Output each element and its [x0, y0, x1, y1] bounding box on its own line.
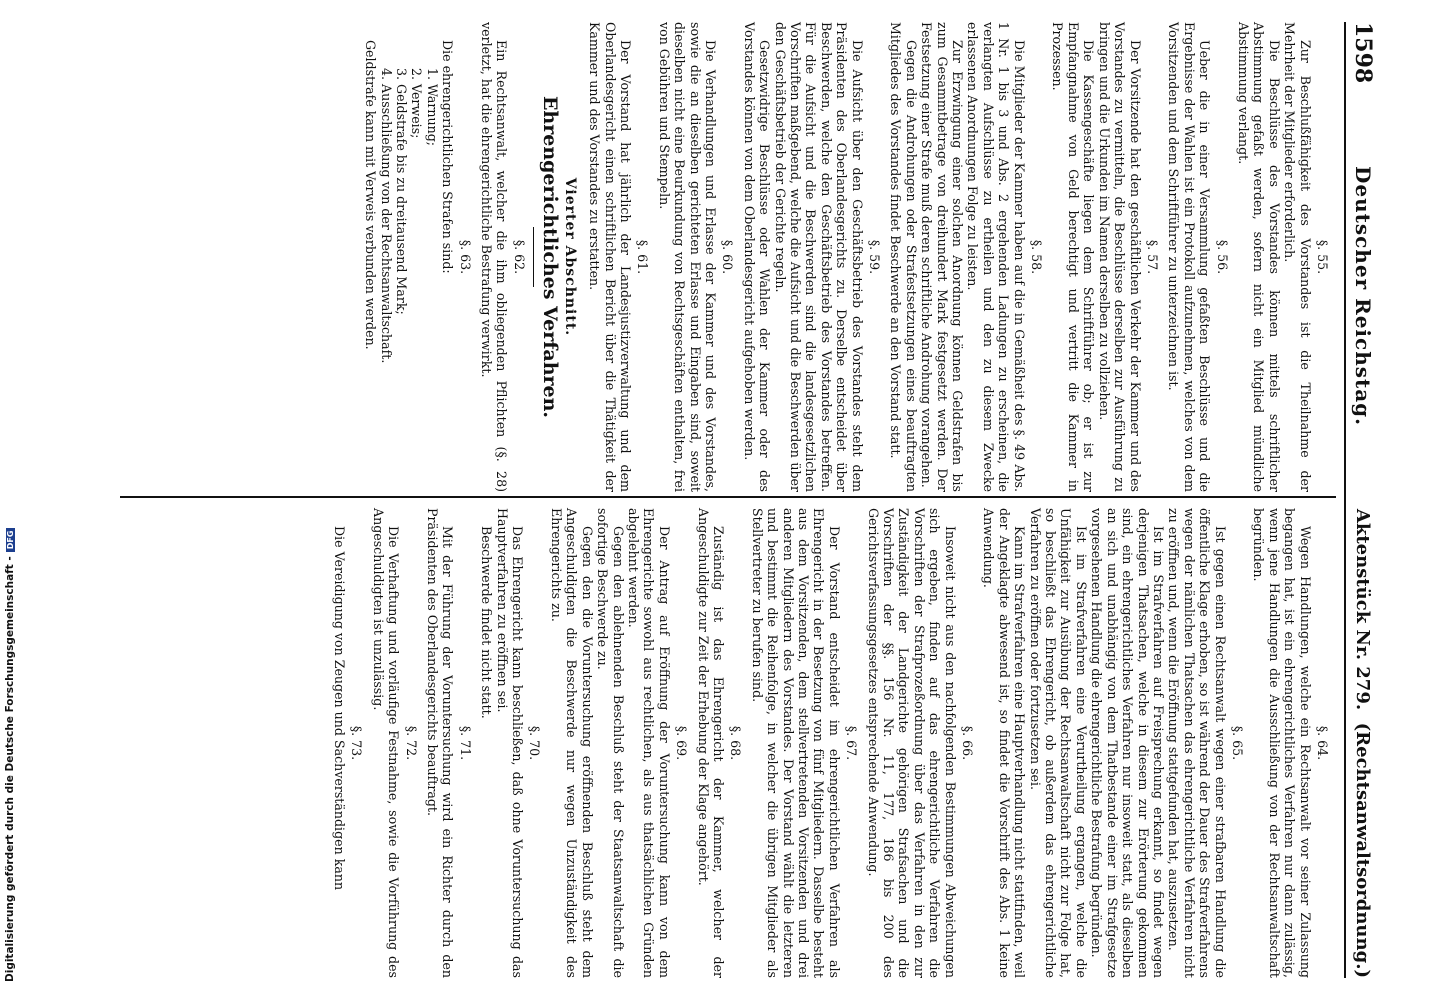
- page-header: [1344, 22, 1380, 978]
- running-title: Deutscher Reichstag.: [1351, 166, 1375, 427]
- section-number: §. 68.: [728, 725, 744, 761]
- paragraph: Gegen den ablehnenden Beschluß steht der Staatsanwaltschaft die sofortige Beschwerde zu.: [595, 508, 626, 978]
- paragraph: Ueber die in einer Versammlung gefaßten Beschlüsse und die Ergebnisse der Wahlen ist ein Protokoll aufzunehmen, welches von dem Vorsitzenden und dem Schriftführer zu unterzeichnen ist.: [1166, 22, 1213, 492]
- section-number: §. 55.: [1315, 239, 1330, 275]
- list-item: 3. Geldstrafe bis zu dreitausend Mark;: [394, 68, 410, 315]
- section-number: §. 70.: [527, 725, 543, 761]
- paragraph: Gegen die Androhungen oder Strafestsetzungen eines beauftragten Mitgliedes des Vorstandes findet Beschwerde an den Vorstand statt.: [888, 22, 919, 492]
- paragraph: Der Vorstand hat jährlich der Landesjustizverwaltung und dem Oberlandesgericht einen schriftlichen Bericht über die Thätigkeit der Kammer und des Vorstandes zu erstatten.: [587, 22, 633, 492]
- aktenstueck-number: Aktenstück Nr. 279.: [1352, 508, 1374, 711]
- column-divider: [120, 496, 1336, 498]
- right-column: [120, 508, 1336, 978]
- section-number: §. 57.: [1144, 239, 1160, 275]
- digitization-credit: [0, 0, 22, 1000]
- credit-text: Digitalisierung gefördert durch die Deutsche Forschungsgemeinschaft -: [4, 556, 16, 982]
- paragraph: Mit der Führung der Voruntersuchung wird ein Richter durch den Präsidenten des Oberlandesgerichts beauftragt.: [425, 508, 456, 978]
- paragraph: Zur Erzwingung einer solchen Anordnung können Geldstrafen bis zum Gesammtbetrage von dreihundert Mark festgesetzt werden. Der Festsetzung einer Strafe muß deren schriftliche Androhung vorangehen.: [919, 22, 966, 492]
- section-number: §. 59.: [867, 239, 883, 275]
- section-number: §. 64.: [1315, 725, 1330, 761]
- paragraph: Die Verhaftung und vorläufige Festnahme, sowie die Vorführung des Angeschuldigten ist unzulässig.: [370, 508, 402, 978]
- paragraph: Die Beschlüsse des Vorstandes können mittels schriftlicher Abstimmung gefaßt werden, sofern nicht ein Mitglied mündliche Abstimmung verlangt.: [1235, 22, 1282, 492]
- paragraph: Die Aufsicht über den Geschäftsbetrieb des Vorstandes steht dem Präsidenten des Oberlandesgerichts zu. Derselbe entscheidet über Beschwerden, welche den Geschäftsbetrieb des Vorstandes betreffen. Für die Aufsicht und die Beschwerden sind die landesgesetzlichen Vorschriften maßgebend, welche die Aufsicht und die Beschwerden über den Geschäftsbetrieb der Gerichte regeln.: [772, 22, 865, 492]
- section-number: §. 66.: [960, 725, 976, 761]
- paragraph: Die Verhandlungen und Erlasse der Kammer und des Vorstandes, sowie die an dieselben gerichteten Erlasse und Eingaben sind, soweit dieselben nicht eine Beurkundung von Rechtsgeschäften enthalten, frei von Gebühren und Stempeln.: [656, 22, 718, 492]
- list-item: 4. Ausschließung von der Rechtsanwaltschaft.: [378, 68, 394, 364]
- section-number: §. 56.: [1214, 239, 1230, 275]
- paragraph: Die Mitglieder der Kammer haben auf die in Gemäßheit des §. 49 Abs. 1 Nr. 1 bis 3 und Abs. 2 ergehenden Ladungen zu erscheinen, die verlangten Aufschlüsse zu ertheilen und den zu diesem Zwecke erlassenen Anordnungen Folge zu leisten.: [965, 22, 1027, 492]
- paragraph: Ist im Strafverfahren eine Verurtheilung ergangen, welche die Unfähigkeit zur Ausübung der Rechtsanwaltschaft nicht zur Folge hat, so beschließt das Ehrengericht, ob außerdem das ehrengerichtliche Verfahren zu eröffnen oder fortzusetzen sei.: [1027, 508, 1089, 978]
- paragraph: Das Ehrengericht kann beschließen, daß ohne Voruntersuchung das Hauptverfahren zu eröffnen sei.: [494, 508, 526, 978]
- section-number: §. 73.: [349, 725, 365, 761]
- chapter-title: Ehrengerichtliches Verfahren.: [539, 95, 562, 419]
- page-number: 1598: [1350, 22, 1376, 84]
- paragraph: Der Vorstand entscheidet im ehrengerichtlichen Verfahren als Ehrengericht in der Besetzung von fünf Mitgliedern. Dasselbe besteht aus dem Vorsitzenden, dem stellvertretenden Vorsitzenden und drei anderen Mitgliedern des Vorstandes. Der Vorstand wählt die letzteren und bestimmt die Reihenfolge, in welcher die übrigen Mitglieder als Stellvertreter zu berufen sind.: [749, 508, 842, 978]
- section-number: §. 71.: [457, 725, 473, 761]
- paragraph: Beschwerde findet nicht statt.: [479, 526, 495, 719]
- document-page: [100, 0, 1390, 1000]
- paragraph: Ist gegen einen Rechtsanwalt wegen einer strafbaren Handlung die öffentliche Klage erhoben, so ist während der Dauer des Strafverfahrens wegen der nämlichen Thatsachen das ehrengerichtliche Verfahren nicht zu eröffnen und, wenn die Eröffnung stattgefunden hat, auszusetzen.: [1166, 508, 1228, 978]
- paragraph: Wegen Handlungen, welche ein Rechtsanwalt vor seiner Zulassung begangen hat, ist ein ehrengerichtliches Verfahren nur dann zulässig, wenn jene Handlungen die Ausschließung von der Rechtsanwaltschaft begründen.: [1251, 508, 1313, 978]
- left-column: [120, 22, 1336, 492]
- paragraph: Die ehrengerichtlichen Strafen sind:: [440, 40, 456, 274]
- list-item: 2. Verweis;: [409, 68, 425, 139]
- subject-label: (Rechtsanwaltsordnung.): [1352, 722, 1374, 978]
- paragraph: Zur Beschlußfähigkeit des Vorstandes ist die Theilnahme der Mehrheit der Mitglieder erforderlich.: [1282, 22, 1313, 492]
- paragraph: Der Vorsitzende hat den geschäftlichen Verkehr der Kammer und des Vorstandes zu vermitteln, die Beschlüsse derselben zur Ausführung zu bringen und die Urkunden im Namen derselben zu vollziehen.: [1096, 22, 1143, 492]
- chapter-rule: [533, 227, 534, 287]
- section-number: §. 72.: [403, 725, 419, 761]
- section-number: §. 63.: [457, 239, 473, 275]
- paragraph: Gesetzwidrige Beschlüsse oder Wahlen der Kammer oder des Vorstandes können von dem Oberlandesgericht aufgehoben werden.: [741, 22, 773, 492]
- paragraph: Insoweit nicht aus den nachfolgenden Bestimmungen Abweichungen sich ergeben, finden auf das ehrengerichtliche Verfahren die Vorschriften der Strafprozeßordnung über das Verfahren in den zur Zuständigkeit der Landgerichte gehörigen Strafsachen und die Vorschriften der §§. 156 Nr. 11, 177, 186 bis 200 des Gerichtsverfassungsgesetzes entsprechende Anwendung.: [865, 508, 958, 978]
- section-number: §. 65.: [1229, 725, 1245, 761]
- section-number: §. 61.: [635, 239, 651, 275]
- paragraph: Kann im Strafverfahren eine Hauptverhandlung nicht stattfinden, weil der Angeklagte abwesend ist, so findet die Vorschrift des Abs. 1 keine Anwendung.: [981, 508, 1028, 978]
- aktenstueck-label: [1353, 509, 1374, 978]
- paragraph: Zuständig ist das Ehrengericht der Kammer, welcher der Angeschuldigte zur Zeit der Erhebung der Klage angehört.: [695, 508, 726, 978]
- section-number: §. 58.: [1029, 239, 1045, 275]
- paragraph: Gegen den die Voruntersuchung eröffnenden Beschluß steht dem Angeschuldigten die Beschwerde nur wegen Unzuständigkeit des Ehrengerichts zu.: [548, 508, 595, 978]
- penalty-list: [378, 22, 440, 492]
- paragraph: Geldstrafe kann mit Verweis verbunden werden.: [363, 40, 379, 350]
- section-number: §. 62.: [511, 239, 527, 275]
- list-item: 1. Warnung;: [424, 68, 440, 147]
- section-number: §. 60.: [720, 239, 736, 275]
- paragraph: Die Vereidigung von Zeugen und Sachverständigen kann: [332, 526, 348, 891]
- paragraph: Der Antrag auf Eröffnung der Voruntersuchung kann von dem Ehrengerichte sowohl aus rechtlichen, als aus thatsächlichen Gründen abgelehnt werden.: [625, 508, 672, 978]
- paragraph: Ist im Strafverfahren auf Freisprechung erkannt, so findet wegen derjenigen Thatsachen, welche in diesem zur Erörterung gekommen sind, ein ehrengerichtliches Verfahren nur insoweit statt, als dieselben an sich und unabhängig von dem Thatbestande einer im Strafgesetze vorgesehenen Handlung die ehrengerichtliche Bestrafung begründen.: [1089, 508, 1166, 978]
- paragraph: Die Kassengeschäfte liegen dem Schriftführer ob; er ist zur Empfangnahme von Geld berechtigt und vertritt die Kammer in Prozessen.: [1050, 22, 1097, 492]
- paragraph: Ein Rechtsanwalt, welcher die ihm obliegenden Pflichten (§. 28) verletzt, hat die ehrengerichtliche Bestrafung verwirkt.: [479, 22, 510, 492]
- dfg-logo: DFG: [6, 528, 15, 553]
- section-number: §. 67.: [844, 725, 860, 761]
- section-number: §. 69.: [674, 725, 690, 761]
- chapter-heading: Vierter Abschnitt.: [561, 177, 578, 337]
